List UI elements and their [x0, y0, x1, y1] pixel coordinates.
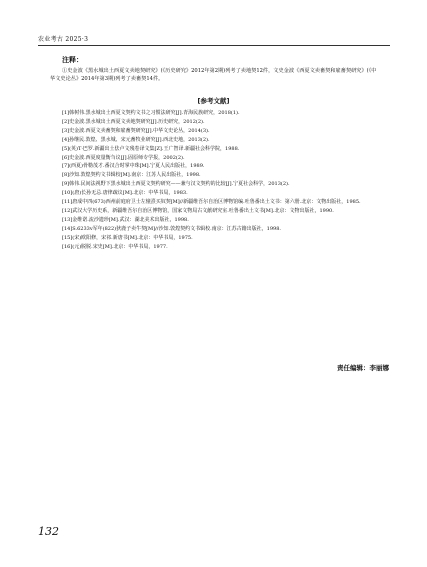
reference-item: [7](西夏)骨勒茂才.番汉合时掌中珠[M].宁夏人民出版社，1989. — [62, 163, 205, 170]
notes-heading: 注释： — [62, 56, 83, 64]
reference-item: [1]韩树伟.黑水城出土西夏文契约文书之习惯法研究[J].青海民族研究，2018(1). — [62, 110, 240, 116]
header-rule — [38, 45, 390, 46]
reference-item: [6]史金波.西夏度量衡刍议[J].固原师专学报，2002(2). — [62, 154, 185, 161]
reference-item: [13]金维诺.流沙遗珍[M].武汉：湖北美术出版社，1998. — [62, 216, 189, 223]
references-heading: [参考文献] — [197, 97, 230, 105]
reference-item: [16](元)脱脱.宋史[M].北京：中华书局，1977. — [62, 243, 168, 250]
references-list — [62, 109, 384, 252]
note-text: ①史金波《黑水城出土西夏文卖地契研究》(《历史研究》2012年第2期)列考了卖地契12件，文史金波《西夏文卖畜契和雇畜契研究》(《中华文史论丛》2014年第3期)列考了卖畜契14件。 — [50, 68, 377, 82]
reference-item: [2]史金波.黑水城出土西夏文卖地契研究[J].历史研究，2012(2). — [62, 118, 205, 125]
responsible-editor: 责任编辑：李丽娜 — [337, 364, 389, 372]
reference-item: [5](英)T·巴罗.新疆出土佉卢文残卷译文集[Z].王广智译.新疆社会科学院，1988. — [62, 145, 240, 152]
reference-item: [9]韩伟.民间法视野下黑水城出土西夏文契约研究——兼与汉文契约的比较[J].宁夏社会科学，2013(2). — [62, 181, 290, 188]
reference-item: [10](唐)长孙无忌.唐律疏议[M].北京：中华书局，1983. — [62, 190, 188, 197]
journal-header: 农业考古 2025·3 — [38, 36, 89, 43]
reference-item: [14]S.6233v军年(822)狄鹿子卖牛契[M]//沙知.敦煌契约文书辑校.南京：江苏古籍出版社，1998. — [62, 225, 281, 232]
reference-item: [3]史金波.西夏文卖畜契和雇畜契研究[J].中华文史论丛，2014(3). — [62, 127, 210, 134]
reference-item: [12]武汉大学历史系，新疆维吾尔自治区博物馆，国家文物局古文献研究室.吐鲁番出土文书[M].北京：文物出版社，1990. — [62, 207, 334, 214]
reference-item: [4]孙继民.敦煌、黑水城、宋元畜牧业研究[J].西北史地，2013(2). — [62, 136, 210, 143]
reference-item: [11]唐成中四(673)西州前庭府卫士左憧熹买奴契[M]//新疆维吾尔自治区博物馆编.吐鲁番出土文书：第六册.北京：文物出版社，1985. — [62, 199, 361, 206]
reference-item: [15](宋)欧阳修，宋祁.新唐书[M].北京：中华书局，1975. — [62, 234, 193, 241]
page-number: 132 — [38, 525, 59, 538]
reference-item: [8]沙知.敦煌契约文书辑校[M].南京：江苏人民出版社，1998. — [62, 172, 201, 179]
